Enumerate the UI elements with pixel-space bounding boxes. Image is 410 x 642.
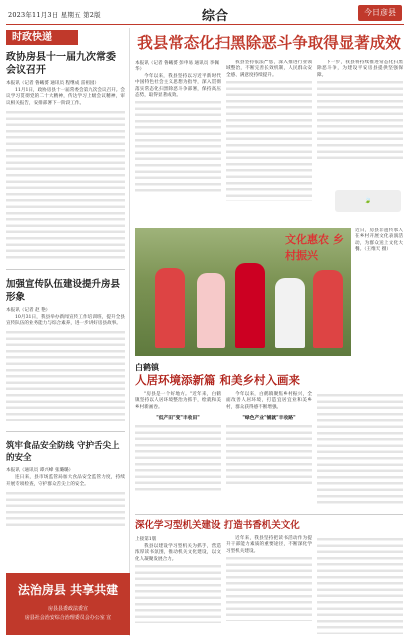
article-byline: 上接第1版 [135,537,157,542]
public-service-ad [6,573,130,635]
caption-text: 近日，房县非遗传承人在乡村开展文化表演活动，为群众送上文化大餐。（王维天 摄） [355,228,403,252]
article-body-filler [317,536,403,634]
ad-title: 法治房县 共享共建 [17,583,119,597]
performer-figure [313,270,343,348]
article-headline: 加强宣传队伍建设提升房县形象 [6,269,125,304]
article-body-filler [135,99,221,195]
article-body: "房县是一个好地方。"近年来，白鹤镇坚持以人居环境整治为抓手，绘就和美乡村新画卷。 [135,392,221,410]
article-byline: 本报讯（通讯员 谭兴峰 张璐璐） [6,468,74,474]
culture-article [135,362,403,508]
article-body-filler [226,555,312,621]
article-body-filler [226,423,312,487]
sub-heading: "绿色产业"铺就"丰收路" [242,415,296,421]
ad-sponsor: 房县社会治安综合治理委员会办公室 宣 [24,615,112,621]
article-body-filler [135,423,221,493]
featured-photo [135,228,351,356]
article-body-filler [317,392,403,504]
article-body: 今年以来，我县坚持以习近平新时代中国特色社会主义思想为指导，深入贯彻落实常态化扫黑除恶斗争部署，保持高压态势，取得显著成效。 [135,74,221,98]
article-headline: 政协房县十一届九次常委会议召开 [6,52,116,76]
culture-kicker: 白鹤镇 [135,363,159,372]
performer-figure [235,263,265,348]
article-body-filler [6,109,125,259]
article-body-filler [226,79,312,201]
newspaper-logo: 今日彦县 [358,5,402,21]
article-body: 下一步，我县将持续推进常态化扫黑除恶斗争，为建设平安房县提供坚强保障。 [317,60,403,78]
article-byline: 本报讯（记者 赵 艳） [6,307,51,313]
article-body: 连日来，县市场监管局加大食品安全监管力度，持续开展专项检查，守护群众舌尖上的安全。 [6,475,125,487]
performer-figure [155,268,185,348]
news-express-tag: 时政快递 [6,30,78,45]
article-body-filler [317,79,403,159]
article-body: 11月1日，政协房县十一届常委会第九次会议召开。会议学习贯彻党的二十大精神，传达学习上级会议精神，审议相关报告，安排部署下一阶段工作。 [6,88,125,106]
column-emblem: 🍃 [335,190,401,212]
left-column [6,28,130,636]
ad-sponsor: 房县县委政法委宣 [47,606,88,612]
sub-heading: "低产田"变"丰收田" [156,415,200,421]
article-body-filler [6,329,125,421]
issue-date: 2023年11月3日 星期五 第2版 [8,11,101,19]
section-title: 综合 [202,9,229,24]
culture-headline: 人居环境添新篇 和美乡村入画来 [135,373,301,387]
photo-caption [355,228,403,356]
article-body: 近年来，我县坚持把读书活动作为提升干部能力素质的重要途径，不断深化学习型机关建设。 [226,536,312,554]
bottom-article [135,514,403,636]
bottom-headline: 深化学习型机关建设 打造书香机关文化 [135,520,300,531]
article-body-filler [6,490,125,530]
page-header [6,3,404,25]
article-body: 我县坚持依法严惩，深入推进行业领域整治，不断完善长效机制，人民群众安全感、满意度持续提升。 [226,60,312,78]
article-headline: 筑牢食品安全防线 守护舌尖上的安全 [6,431,125,464]
performer-figure [275,278,305,348]
article-byline: 本报讯（记者 鲁曦赟 彭申易 通讯员 李佩华） [135,61,219,72]
article-body-filler [135,563,221,623]
article-body: 10月31日，我县举办新闻宣传工作培训班，提升全县宣传队伍的业务能力与综合素养，进一步讲好房县故事。 [6,314,125,327]
article-byline: 本报讯（记者 鲁曦赟 通讯员 程继成 雷祖园） [6,81,100,86]
lead-headline: 我县常态化扫黑除恶斗争取得显著成效 [137,34,401,52]
article-body: 我县以建设学习型机关为抓手，营造浓厚读书氛围，推动机关文化建设，以文化人凝聚发展合力。 [135,544,221,562]
performer-figure [197,273,225,348]
article-body: 今年以来，白鹤镇聚焦乡村振兴，全面改善人居环境，打造宜居宜业和美乡村，群众获得感不断增强。 [226,392,312,410]
photo-title: 文化惠农 乡村振兴 [285,233,344,262]
